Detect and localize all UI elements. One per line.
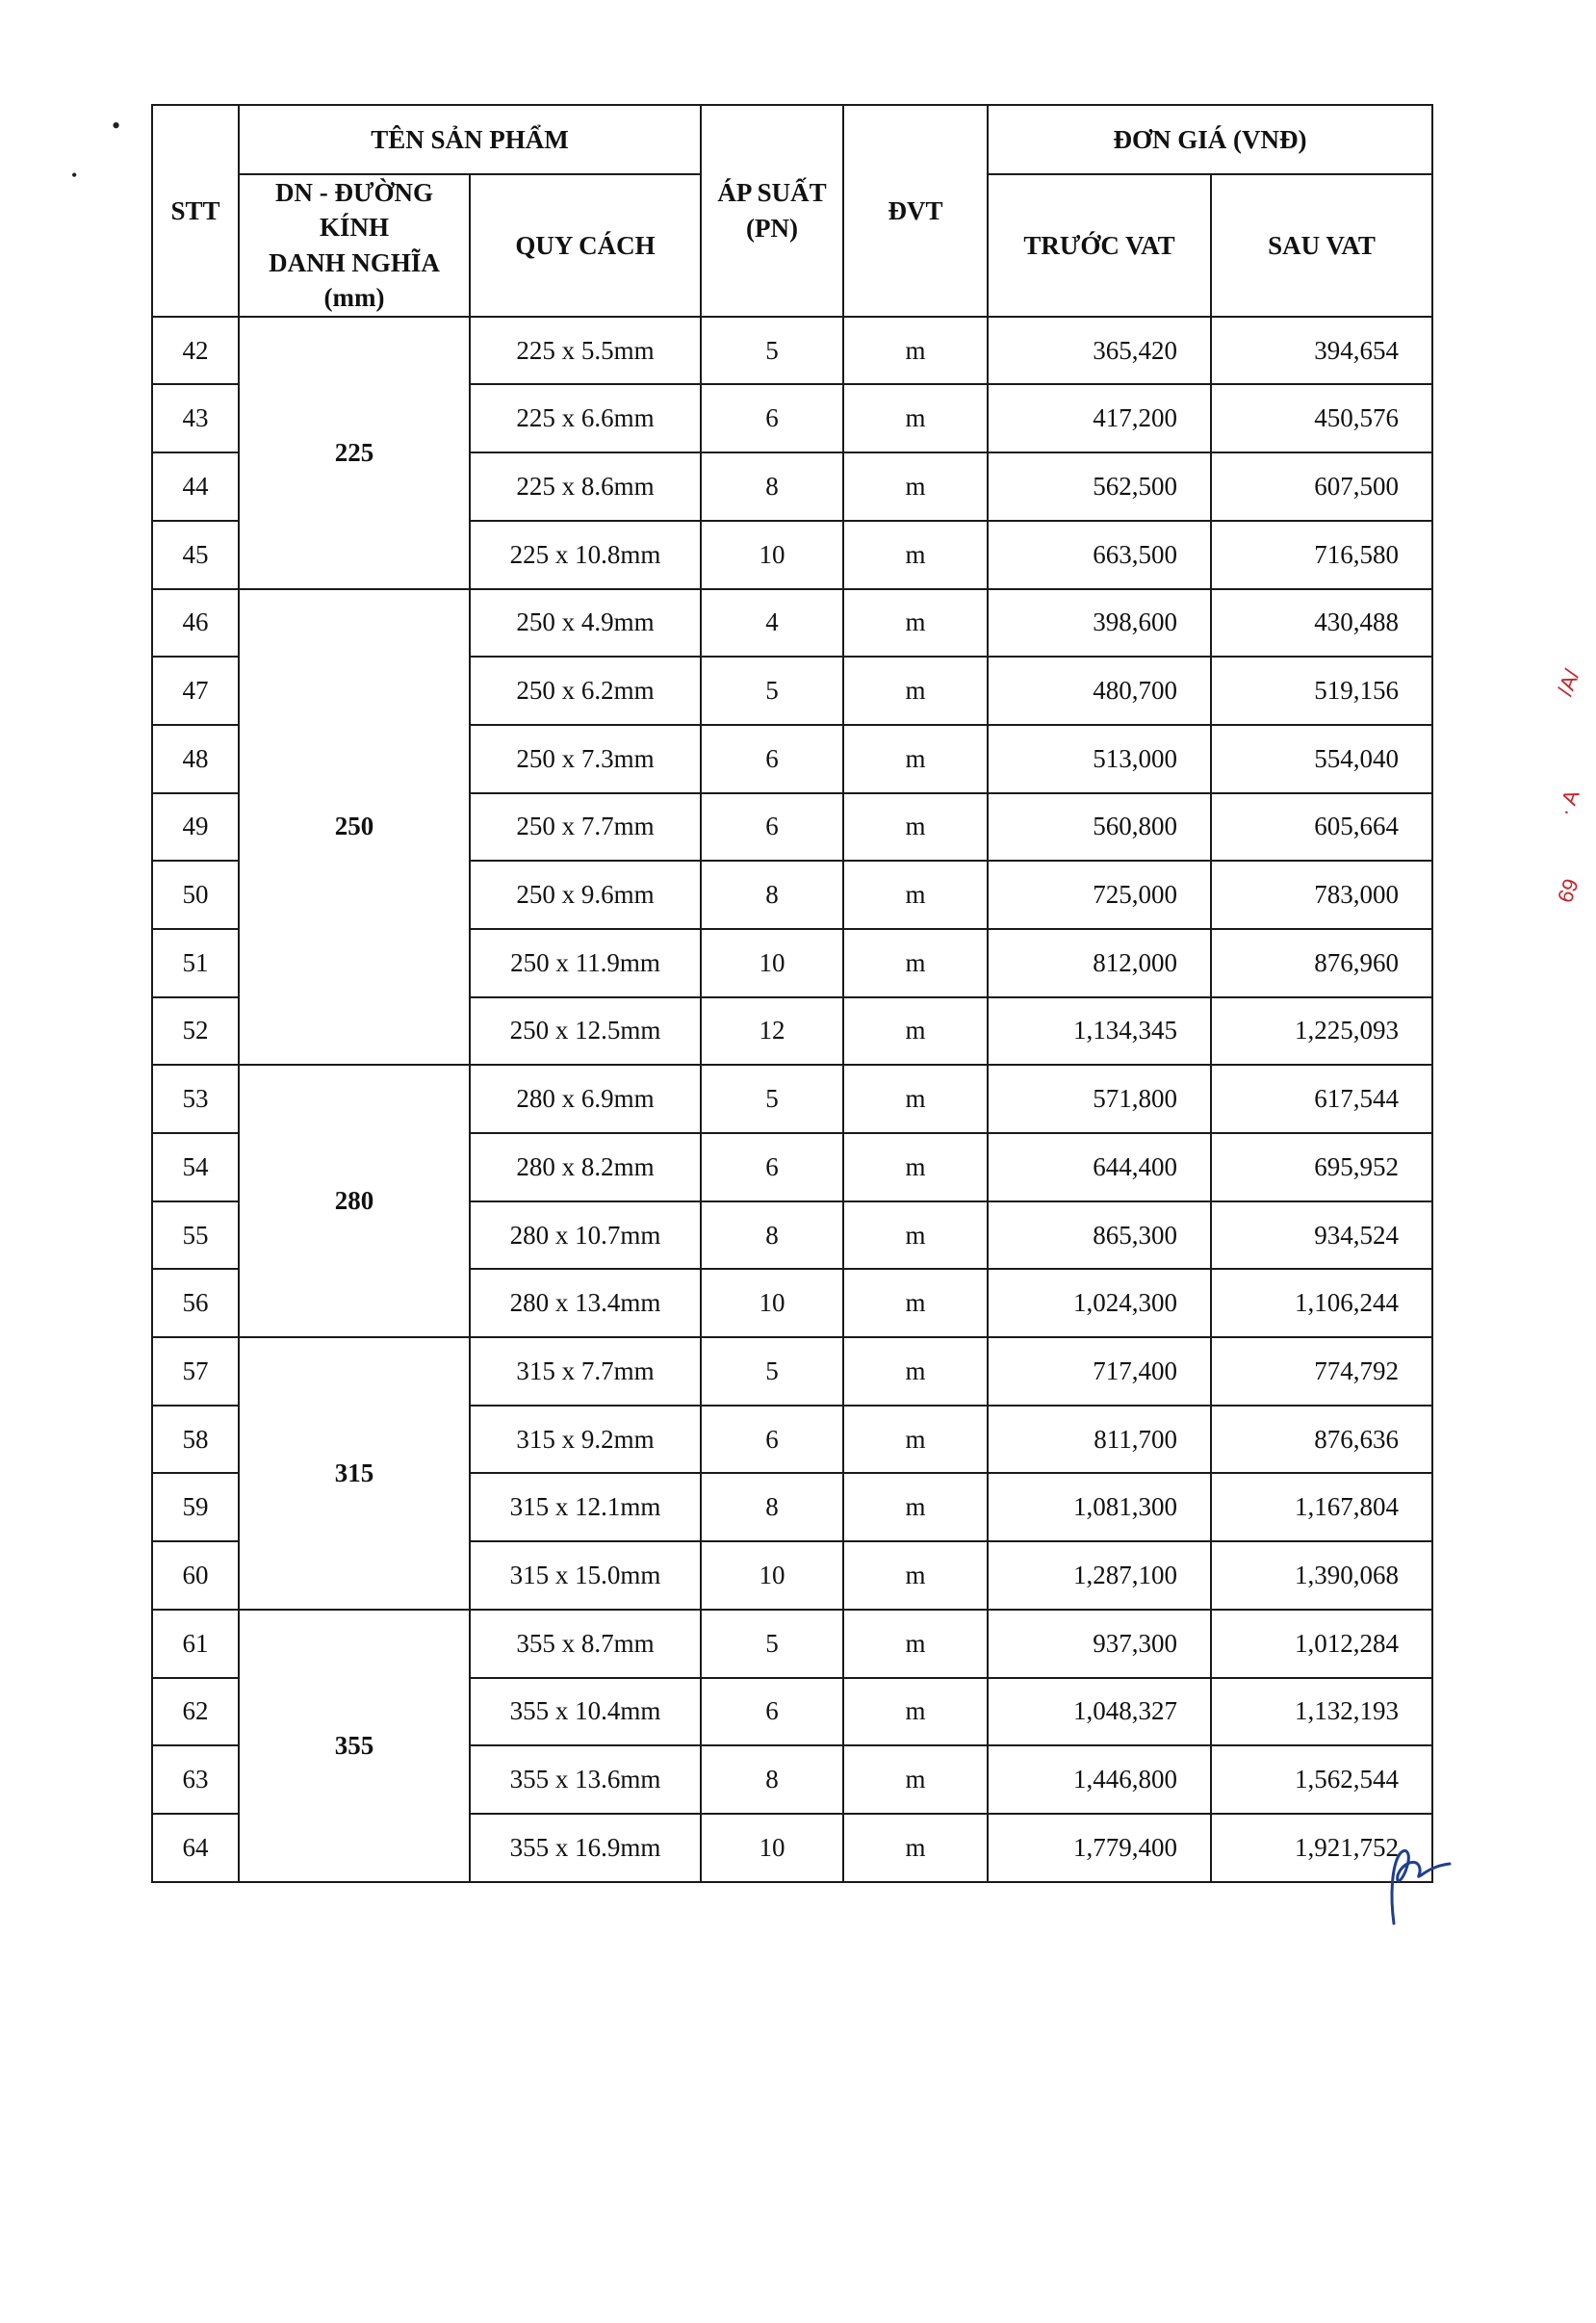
cell-spec: 355 x 8.7mm xyxy=(470,1610,701,1678)
cell-before-vat: 663,500 xyxy=(988,521,1211,589)
cell-after-vat: 1,390,068 xyxy=(1211,1541,1432,1610)
cell-spec: 225 x 6.6mm xyxy=(470,384,701,452)
cell-unit: m xyxy=(843,1201,988,1270)
cell-after-vat: 1,012,284 xyxy=(1211,1610,1432,1678)
table-row xyxy=(152,1065,1432,1133)
cell-spec: 315 x 7.7mm xyxy=(470,1337,701,1406)
cell-unit: m xyxy=(843,657,988,725)
cell-spec: 280 x 10.7mm xyxy=(470,1201,701,1270)
cell-pressure: 5 xyxy=(701,1610,843,1678)
red-stamp-fragment: /A/ xyxy=(1552,666,1584,699)
header-spec: QUY CÁCH xyxy=(470,174,701,317)
cell-before-vat: 1,024,300 xyxy=(988,1269,1211,1337)
cell-pressure: 5 xyxy=(701,317,843,385)
cell-after-vat: 1,562,544 xyxy=(1211,1745,1432,1814)
cell-pressure: 6 xyxy=(701,384,843,452)
cell-before-vat: 644,400 xyxy=(988,1133,1211,1201)
cell-unit: m xyxy=(843,1065,988,1133)
cell-after-vat: 1,167,804 xyxy=(1211,1473,1432,1541)
cell-unit: m xyxy=(843,929,988,997)
cell-unit: m xyxy=(843,521,988,589)
cell-pressure: 5 xyxy=(701,1337,843,1406)
cell-stt: 53 xyxy=(152,1065,239,1133)
table-row xyxy=(152,589,1432,658)
cell-spec: 315 x 15.0mm xyxy=(470,1541,701,1610)
cell-stt: 62 xyxy=(152,1678,239,1746)
cell-after-vat: 617,544 xyxy=(1211,1065,1432,1133)
cell-stt: 61 xyxy=(152,1610,239,1678)
cell-unit: m xyxy=(843,997,988,1066)
cell-stt: 63 xyxy=(152,1745,239,1814)
cell-pressure: 10 xyxy=(701,1814,843,1882)
cell-dn: 280 xyxy=(239,1065,470,1337)
cell-spec: 250 x 7.7mm xyxy=(470,793,701,862)
cell-unit: m xyxy=(843,1269,988,1337)
cell-spec: 280 x 13.4mm xyxy=(470,1269,701,1337)
cell-spec: 250 x 11.9mm xyxy=(470,929,701,997)
cell-pressure: 8 xyxy=(701,861,843,929)
cell-before-vat: 1,287,100 xyxy=(988,1541,1211,1610)
header-pressure-line2: (PN) xyxy=(746,213,798,243)
cell-before-vat: 725,000 xyxy=(988,861,1211,929)
cell-pressure: 6 xyxy=(701,1133,843,1201)
cell-unit: m xyxy=(843,589,988,658)
cell-pressure: 6 xyxy=(701,793,843,862)
cell-spec: 355 x 13.6mm xyxy=(470,1745,701,1814)
cell-stt: 60 xyxy=(152,1541,239,1610)
cell-stt: 48 xyxy=(152,725,239,793)
cell-spec: 225 x 8.6mm xyxy=(470,452,701,521)
cell-spec: 355 x 10.4mm xyxy=(470,1678,701,1746)
table-row xyxy=(152,317,1432,385)
cell-before-vat: 717,400 xyxy=(988,1337,1211,1406)
cell-stt: 51 xyxy=(152,929,239,997)
cell-after-vat: 554,040 xyxy=(1211,725,1432,793)
cell-unit: m xyxy=(843,1406,988,1474)
cell-stt: 54 xyxy=(152,1133,239,1201)
cell-dn: 225 xyxy=(239,317,470,589)
cell-unit: m xyxy=(843,1337,988,1406)
cell-before-vat: 1,134,345 xyxy=(988,997,1211,1066)
cell-before-vat: 1,048,327 xyxy=(988,1678,1211,1746)
red-stamp-fragment: 69 xyxy=(1552,875,1583,906)
cell-stt: 64 xyxy=(152,1814,239,1882)
table-body xyxy=(152,317,1432,1882)
header-dn-line1: DN - ĐƯỜNG xyxy=(275,178,433,207)
cell-after-vat: 605,664 xyxy=(1211,793,1432,862)
cell-before-vat: 480,700 xyxy=(988,657,1211,725)
cell-after-vat: 394,654 xyxy=(1211,317,1432,385)
table-row xyxy=(152,1610,1432,1678)
cell-after-vat: 1,106,244 xyxy=(1211,1269,1432,1337)
cell-after-vat: 934,524 xyxy=(1211,1201,1432,1270)
signature-mark xyxy=(1386,1837,1454,1943)
cell-unit: m xyxy=(843,1610,988,1678)
cell-before-vat: 811,700 xyxy=(988,1406,1211,1474)
cell-before-vat: 513,000 xyxy=(988,725,1211,793)
cell-pressure: 5 xyxy=(701,1065,843,1133)
cell-stt: 55 xyxy=(152,1201,239,1270)
cell-before-vat: 865,300 xyxy=(988,1201,1211,1270)
cell-unit: m xyxy=(843,452,988,521)
cell-after-vat: 876,636 xyxy=(1211,1406,1432,1474)
cell-unit: m xyxy=(843,793,988,862)
cell-unit: m xyxy=(843,1133,988,1201)
cell-pressure: 5 xyxy=(701,657,843,725)
header-dn-line4: (mm) xyxy=(323,283,385,313)
cell-unit: m xyxy=(843,1745,988,1814)
cell-after-vat: 716,580 xyxy=(1211,521,1432,589)
cell-pressure: 4 xyxy=(701,589,843,658)
cell-spec: 250 x 4.9mm xyxy=(470,589,701,658)
cell-after-vat: 783,000 xyxy=(1211,861,1432,929)
cell-spec: 280 x 8.2mm xyxy=(470,1133,701,1201)
cell-dn: 315 xyxy=(239,1337,470,1610)
cell-before-vat: 365,420 xyxy=(988,317,1211,385)
header-dn-line2: KÍNH xyxy=(319,213,389,243)
header-after-vat: SAU VAT xyxy=(1211,174,1432,317)
cell-after-vat: 1,132,193 xyxy=(1211,1678,1432,1746)
cell-pressure: 6 xyxy=(701,1678,843,1746)
cell-after-vat: 1,225,093 xyxy=(1211,997,1432,1066)
cell-pressure: 8 xyxy=(701,452,843,521)
cell-after-vat: 430,488 xyxy=(1211,589,1432,658)
cell-stt: 45 xyxy=(152,521,239,589)
cell-unit: m xyxy=(843,1541,988,1610)
cell-spec: 315 x 9.2mm xyxy=(470,1406,701,1474)
cell-after-vat: 876,960 xyxy=(1211,929,1432,997)
header-before-vat: TRƯỚC VAT xyxy=(988,174,1211,317)
cell-stt: 43 xyxy=(152,384,239,452)
cell-stt: 50 xyxy=(152,861,239,929)
cell-unit: m xyxy=(843,1814,988,1882)
cell-pressure: 10 xyxy=(701,1541,843,1610)
cell-unit: m xyxy=(843,861,988,929)
cell-unit: m xyxy=(843,1473,988,1541)
cell-before-vat: 398,600 xyxy=(988,589,1211,658)
header-unit: ĐVT xyxy=(843,105,988,317)
header-unit-price: ĐƠN GIÁ (VNĐ) xyxy=(988,105,1432,174)
red-stamp-fragment: · A xyxy=(1552,787,1584,819)
table-header xyxy=(152,105,1432,317)
cell-stt: 59 xyxy=(152,1473,239,1541)
header-pressure-line1: ÁP SUẤT xyxy=(717,178,827,208)
cell-stt: 56 xyxy=(152,1269,239,1337)
cell-before-vat: 562,500 xyxy=(988,452,1211,521)
cell-stt: 58 xyxy=(152,1406,239,1474)
cell-after-vat: 695,952 xyxy=(1211,1133,1432,1201)
cell-stt: 44 xyxy=(152,452,239,521)
cell-after-vat: 450,576 xyxy=(1211,384,1432,452)
table-row xyxy=(152,1337,1432,1406)
cell-stt: 42 xyxy=(152,317,239,385)
cell-spec: 250 x 12.5mm xyxy=(470,997,701,1066)
cell-dn: 250 xyxy=(239,589,470,1066)
cell-spec: 315 x 12.1mm xyxy=(470,1473,701,1541)
cell-after-vat: 1,921,752 xyxy=(1211,1814,1432,1882)
cell-unit: m xyxy=(843,317,988,385)
cell-before-vat: 812,000 xyxy=(988,929,1211,997)
header-pressure xyxy=(701,105,843,317)
cell-pressure: 6 xyxy=(701,1406,843,1474)
cell-pressure: 8 xyxy=(701,1201,843,1270)
cell-stt: 47 xyxy=(152,657,239,725)
cell-before-vat: 1,779,400 xyxy=(988,1814,1211,1882)
cell-before-vat: 417,200 xyxy=(988,384,1211,452)
cell-spec: 355 x 16.9mm xyxy=(470,1814,701,1882)
cell-stt: 46 xyxy=(152,589,239,658)
cell-pressure: 10 xyxy=(701,521,843,589)
header-dn-line3: DANH NGHĨA xyxy=(269,247,440,277)
cell-spec: 225 x 5.5mm xyxy=(470,317,701,385)
cell-spec: 250 x 9.6mm xyxy=(470,861,701,929)
cell-pressure: 6 xyxy=(701,725,843,793)
cell-spec: 250 x 7.3mm xyxy=(470,725,701,793)
cell-spec: 250 x 6.2mm xyxy=(470,657,701,725)
cell-spec: 225 x 10.8mm xyxy=(470,521,701,589)
cell-pressure: 12 xyxy=(701,997,843,1066)
cell-stt: 49 xyxy=(152,793,239,862)
cell-before-vat: 1,446,800 xyxy=(988,1745,1211,1814)
header-dn xyxy=(239,174,470,317)
cell-after-vat: 607,500 xyxy=(1211,452,1432,521)
cell-stt: 57 xyxy=(152,1337,239,1406)
cell-pressure: 8 xyxy=(701,1473,843,1541)
cell-pressure: 10 xyxy=(701,1269,843,1337)
header-product-name: TÊN SẢN PHẨM xyxy=(239,105,701,174)
cell-unit: m xyxy=(843,384,988,452)
cell-unit: m xyxy=(843,725,988,793)
cell-before-vat: 560,800 xyxy=(988,793,1211,862)
cell-spec: 280 x 6.9mm xyxy=(470,1065,701,1133)
header-stt: STT xyxy=(152,105,239,317)
cell-dn: 355 xyxy=(239,1610,470,1882)
cell-unit: m xyxy=(843,1678,988,1746)
cell-pressure: 8 xyxy=(701,1745,843,1814)
price-table xyxy=(151,104,1433,1883)
cell-before-vat: 571,800 xyxy=(988,1065,1211,1133)
cell-after-vat: 519,156 xyxy=(1211,657,1432,725)
cell-pressure: 10 xyxy=(701,929,843,997)
cell-stt: 52 xyxy=(152,997,239,1066)
cell-before-vat: 1,081,300 xyxy=(988,1473,1211,1541)
scan-speck: • xyxy=(112,112,121,140)
cell-before-vat: 937,300 xyxy=(988,1610,1211,1678)
scan-speck: • xyxy=(71,166,78,185)
cell-after-vat: 774,792 xyxy=(1211,1337,1432,1406)
